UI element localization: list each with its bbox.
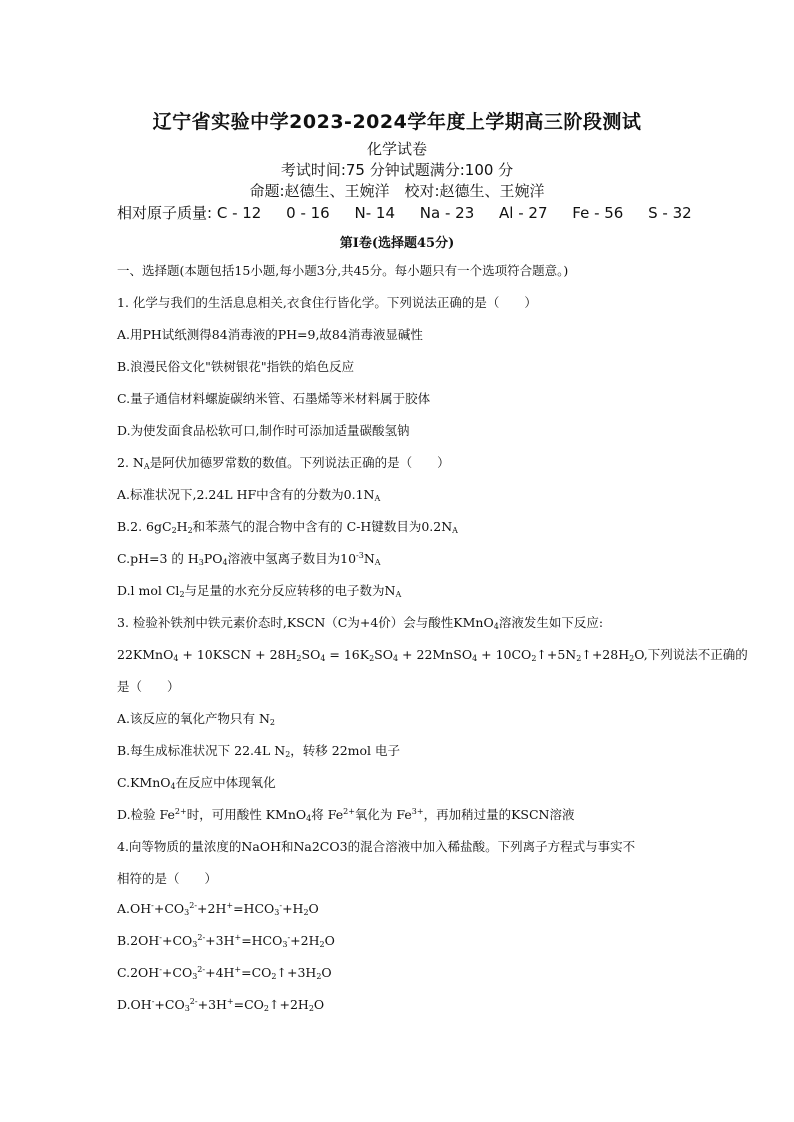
atomic-mass-item: C - 12	[216, 204, 262, 222]
q1-option-b: B.浪漫民俗文化"铁树银花"指铁的焰色反应	[117, 359, 355, 374]
q3-option-c: C.KMnO$_4$在反应中体现氧化	[117, 775, 276, 791]
exam-title: 辽宁省实验中学2023-2024学年度上学期高三阶段测试	[152, 111, 642, 133]
atomic-mass-line	[117, 202, 717, 223]
q3-stem: 3. 检验补铁剂中铁元素价态时,KSCN（C为+4价）会与酸性KMnO$_4$溶液发生如下反应:	[117, 615, 604, 631]
atomic-mass-item: N- 14	[354, 204, 396, 222]
q4-stem: 4.向等物质的量浓度的NaOH和Na2CO3的混合溶液中加入稀盐酸。下列离子方程式与事实不	[117, 839, 636, 854]
q2-option-a: A.标准状况下,2.24L HF中含有的分数为$0.1N_A$	[117, 487, 381, 503]
q1-option-c: C.量子通信材料螺旋碳纳米管、石墨烯等米材料属于胶体	[117, 391, 431, 406]
q3-option-a: A.该反应的氧化产物只有 $N_2$	[117, 711, 276, 727]
q4-option-a: $A.OH^-+CO_3^{2-}+2H^+=HCO_3^-+H_2O$	[117, 901, 319, 917]
q3-option-b: B.每生成标准状况下 22.4L $N_2$，转移 22mol 电子	[117, 743, 401, 759]
q2-option-b: B.2. $6gC_2H_2$和苯蒸气的混合物中含有的 C-H键数目为$0.2N_A$	[117, 519, 458, 535]
atomic-mass-label: 相对原子质量:	[117, 204, 213, 222]
atomic-mass-item: 0 - 16	[286, 204, 330, 222]
q2-option-d: D.l mol $Cl_2$与足量的水充分反应转移的电子数为$N_A$	[117, 583, 402, 599]
subject-label: 化学试卷	[366, 140, 427, 158]
q4-option-d: $D.OH^-+CO_3^{2-}+3H^+=CO_2↑+2H_2O$	[117, 997, 325, 1013]
q2-option-c: C.pH=3 的 $H_3PO_4$溶液中氢离子数目为$10^{-3}N_A$	[117, 551, 381, 567]
section-title: 第Ⅰ卷(选择题45分)	[339, 236, 455, 251]
atomic-mass-item: Na - 23	[419, 204, 475, 222]
q4-option-c: $C.2OH^-+CO_3^{2-}+4H^+=CO_2↑+3H_2O$	[117, 965, 332, 981]
atomic-mass-item: S - 32	[648, 204, 692, 222]
q3-option-d: D.检验 $Fe^{2+}$时，可用酸性 KMnO$_4$将 $Fe^{2+}$氧化为 $Fe^{3+}$，再加稍过量的KSCN溶液	[117, 807, 575, 823]
section-instruction: 一、选择题(本题包括15小题,每小题3分,共45分。每小题只有一个选项符合题意。)	[117, 263, 569, 278]
q3-stem-end: 是（ ）	[117, 679, 180, 694]
q4-option-b: $B.2OH^-+CO_3^{2-}+3H^+=HCO_3^-+2H_2O$	[117, 933, 335, 949]
q1-option-a: A.用PH试纸测得84消毒液的PH=9,故84消毒液显碱性	[117, 327, 423, 342]
q4-stem-end: 相符的是（ ）	[117, 871, 218, 886]
q1-option-d: D.为使发面食品松软可口,制作时可添加适量碳酸氢钠	[117, 423, 410, 438]
atomic-mass-item: Fe - 56	[572, 204, 624, 222]
authors-line: 命题:赵德生、王婉洋 校对:赵德生、王婉洋	[249, 182, 545, 200]
exam-info: 考试时间:75 分钟试题满分:100 分	[280, 161, 514, 179]
q3-equation: 22KMnO$_4$ + 10KSCN + $28H_2SO_4 = 16K_2SO_4$ + 22MnSO$_4$ + $10CO_2↑+5N_2↑+28H_2O$,下列说法不正确的	[117, 647, 748, 663]
atomic-mass-item: Al - 27	[499, 204, 548, 222]
q2-stem: 2. $N_A$是阿伏加德罗常数的数值。下列说法正确的是（ ）	[117, 455, 450, 471]
q1-stem: 1. 化学与我们的生活息息相关,衣食住行皆化学。下列说法正确的是（ ）	[117, 295, 537, 310]
